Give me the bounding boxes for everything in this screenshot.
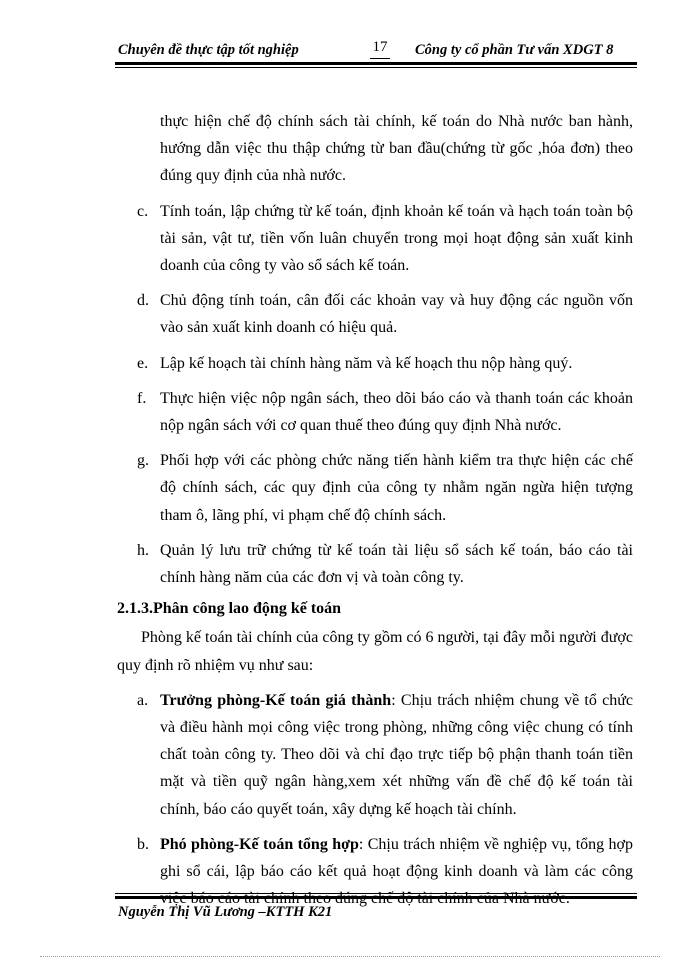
list-item: a. Trưởng phòng-Kế toán giá thành: Chịu trách nhiệm chung về tổ chức và điều hành mọi công việc trong phòng, những công việc chung có tính chất toàn công ty. Theo dõi và chỉ đạo trực tiếp bộ phận thanh toán tiền mặt và tiền quỹ ngân hàng,xem xét những vấn đề chế độ kế toán tài chính, báo cáo quyết toán, xây dựng kế hoạch tài chính. bbox=[137, 691, 633, 818]
list-item: b. Phó phòng-Kế toán tổng hợp: Chịu trách nhiệm về nghiệp vụ, tổng hợp ghi sổ cái, lập báo cáo kết quả hoạt động kinh doanh và làm các công bbox=[137, 835, 633, 881]
footer-rule-thin bbox=[115, 893, 637, 894]
header-company: Công ty cổ phần Tư vấn XDGT 8 bbox=[415, 42, 614, 58]
list-item: c. Tính toán, lập chứng từ kế toán, định khoản kế toán và hạch toán toàn bộ tài sản, vật tư, tiền vốn luân chuyển trong mọi hoạt động sản xuất kinh doanh của công ty vào sổ sách kế toán. bbox=[137, 202, 633, 275]
footer-author: Nguyễn Thị Vũ Lương –KTTH K21 bbox=[118, 904, 333, 920]
page-number-underline bbox=[370, 58, 390, 59]
footer-rule-thick bbox=[115, 896, 637, 899]
list-item: d. Chủ động tính toán, cân đối các khoản vay và huy động các nguồn vốn vào sản xuất kinh doanh có hiệu quả. bbox=[137, 292, 633, 337]
list-item: g. Phối hợp với các phòng chức năng tiến hành kiểm tra thực hiện các chế độ chính sách, các quy định của công ty nhằm ngăn ngừa hiện tượng tham ô, lãng phí, vi phạm chế độ chính sách. bbox=[137, 452, 633, 524]
page-number: 17 bbox=[372, 39, 388, 55]
intro-paragraph: Phòng kế toán tài chính của công ty gồm có 6 người, tại đây mỗi người được quy định rõ nhiệm vụ như sau: bbox=[117, 629, 633, 674]
header-title: Chuyên đề thực tập tốt nghiệp bbox=[118, 42, 299, 58]
document-body bbox=[117, 108, 633, 912]
list-item: h. Quản lý lưu trữ chứng từ kế toán tài liệu sổ sách kế toán, báo cáo tài chính hàng năm của các đơn vị và toàn công ty. bbox=[137, 541, 633, 587]
page-header bbox=[118, 38, 638, 62]
section-heading: 2.1.3.Phân công lao động kế toán bbox=[117, 600, 342, 618]
list-item: e. Lập kế hoạch tài chính hàng năm và kế hoạch thu nộp hàng quý. bbox=[137, 354, 573, 372]
continuation-paragraph: thực hiện chế độ chính sách tài chính, kế toán do Nhà nước ban hành, hướng dẫn việc thu thập chứng từ ban đầu(chứng từ gốc ,hóa đơn) theo đúng quy định của nhà nước. bbox=[160, 113, 633, 185]
header-rule-thin bbox=[115, 67, 637, 68]
page-bottom-divider bbox=[40, 956, 660, 958]
list-item: f. Thực hiện việc nộp ngân sách, theo dõi báo cáo và thanh toán các khoản nộp ngân sách với cơ quan thuế theo đúng quy định Nhà nước. bbox=[137, 389, 633, 435]
header-rule-thick bbox=[115, 62, 637, 65]
